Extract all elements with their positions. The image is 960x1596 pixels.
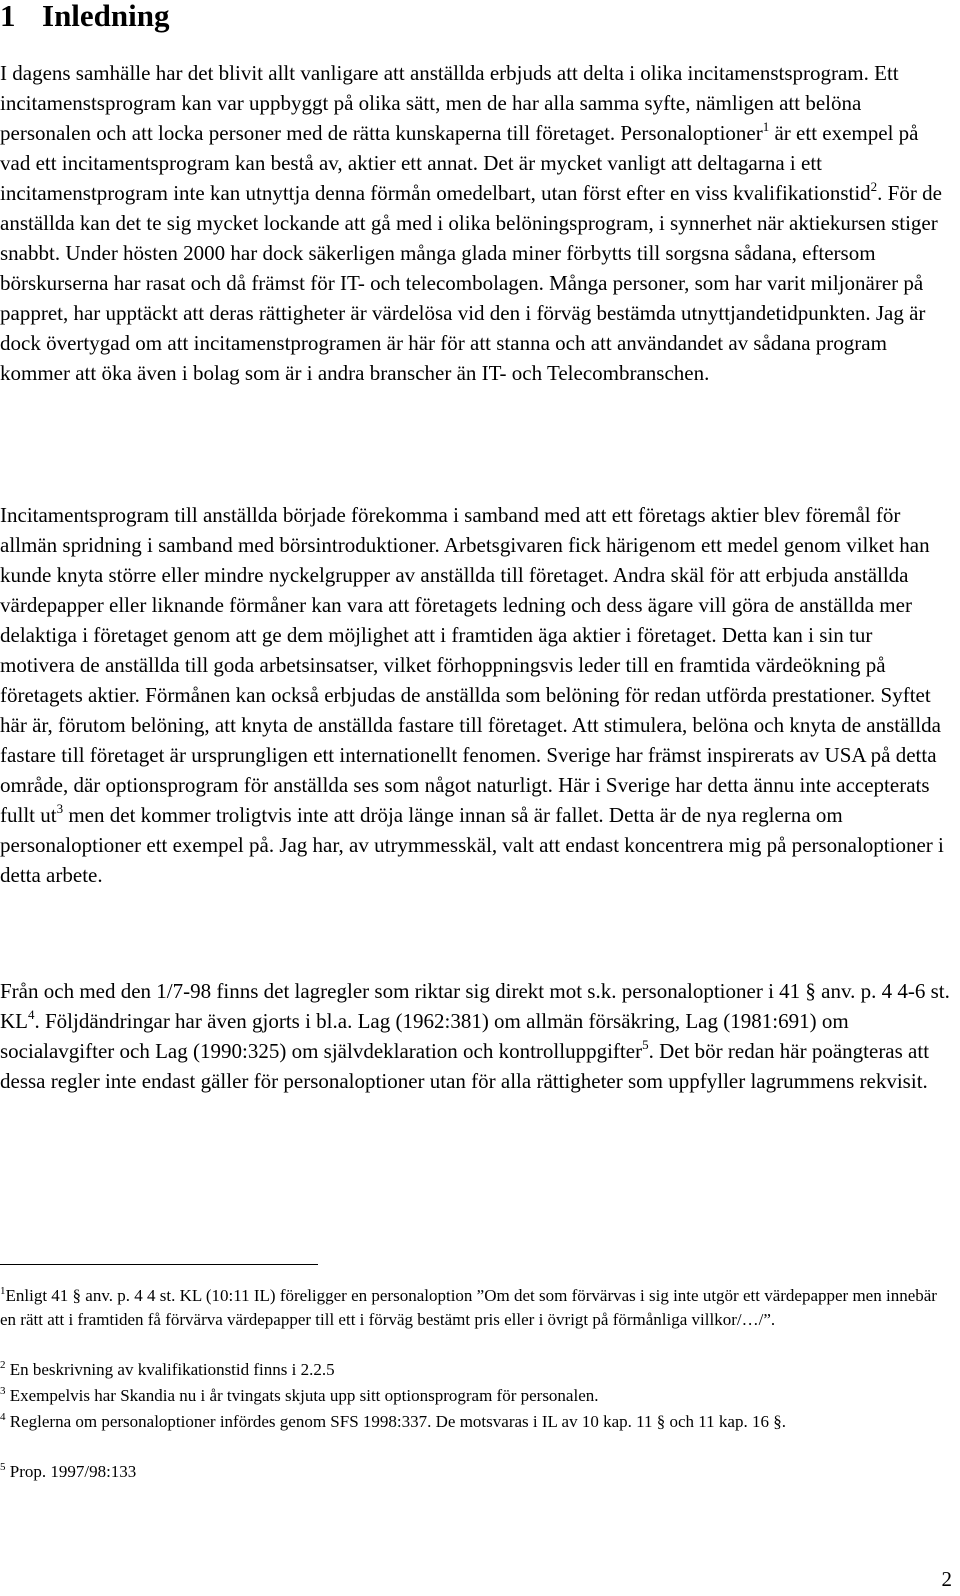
paragraph-text: Från och med den 1/7-98 finns det lagregler som riktar sig direkt mot s.k. personaloptioner i 41 § anv. p. 4 4-6 st. KL xyxy=(0,979,950,1033)
footnote-3 xyxy=(0,1384,952,1408)
footnote-number: 1 xyxy=(0,1285,6,1297)
footnote-ref-1[interactable]: 1 xyxy=(762,119,770,134)
footnote-ref-3[interactable]: 3 xyxy=(56,801,64,816)
footnote-2 xyxy=(0,1358,952,1382)
footnote-ref-2[interactable]: 2 xyxy=(870,179,878,194)
section-heading xyxy=(0,0,170,34)
paragraph-text: är ett exempel på vad ett incitamentsprogram kan bestå av, aktier ett annat. Det är mycket vanligt att deltagarna i ett incitamenstprogram inte kan utnyttja denna förmån omedelbart, utan först efter en viss kvalifikationstid xyxy=(0,121,919,205)
paragraph-1 xyxy=(0,58,950,388)
footnote-1 xyxy=(0,1284,952,1332)
section-title: Inledning xyxy=(42,0,170,33)
paragraph-2 xyxy=(0,500,950,890)
paragraph-text: Incitamentsprogram till anställda började förekomma i samband med att ett företags aktier blev föremål för allmän spridning i samband med börsintroduktioner. Arbetsgivaren fick härigenom ett medel genom vilket han kunde knyta större eller mindre nyckelgrupper av anställda till företaget. Andra skäl för att erbjuda anställda värdepapper eller liknande förmåner kan vara att företagets ledning och dess ägare vill göra de anställda mer delaktiga i företaget genom att ge dem möjlighet att i framtiden äga aktier i företaget. Detta kan i sin tur motivera de anställda till goda arbetsinsatser, vilket förhoppningsvis leder till en framtida värdeökning på företagets aktier. Förmånen kan också erbjudas de anställda som belöning för redan utförda prestationer. Syftet här är, förutom belöning, att knyta de anställda fastare till företaget. Att stimulera, belöna och knyta de anställda fastare till företaget är ursprungligen ett internationellt fenomen. Sverige har främst inspirerats av USA på detta område, där optionsprogram för anställda ses som något naturligt. Här i Sverige har detta ännu inte accepterats fullt ut xyxy=(0,503,941,827)
paragraph-text: . Följdändringar har även gjorts i bl.a. Lag (1962:381) om allmän försäkring, Lag (1981:691) om socialavgifter och Lag (1990:325) om självdeklaration och kontrolluppgifter xyxy=(0,1009,849,1063)
paragraph-text: I dagens samhälle har det blivit allt vanligare att anställda erbjuds att delta i olika incitamenstsprogram. Ett incitamenstsprogram kan var uppbyggt på olika sätt, men de har alla samma syfte, nämligen att belöna personalen och att locka personer med de rätta kunskaperna till företaget. Personaloptioner xyxy=(0,61,899,145)
footnote-number: 3 xyxy=(0,1385,6,1397)
footnote-5 xyxy=(0,1460,952,1484)
page-number: 2 xyxy=(941,1567,952,1591)
paragraph-text: . Det bör redan här poängteras att dessa regler inte endast gäller för personaloptioner utan för alla rättigheter som uppfyller lagrummens rekvisit. xyxy=(0,1039,930,1093)
footnote-text: En beskrivning av kvalifikationstid finns i 2.2.5 xyxy=(5,1360,335,1379)
footnote-text: Enligt 41 § anv. p. 4 4 st. KL (10:11 IL) föreligger en personaloption ”Om det som förvärvas i sig inte utgör ett värdepapper men innebär en rätt att i framtiden få förvärva värdepapper till ett i förväg bestämt pris eller i övrigt på förmånliga villkor/…/”. xyxy=(0,1286,937,1329)
footnote-number: 5 xyxy=(0,1461,6,1473)
paragraph-text: men det kommer troligtvis inte att dröja länge innan så är fallet. Detta är de nya reglerna om personaloptioner ett exempel på. Jag har, av utrymmesskäl, valt att endast koncentrera mig på personaloptioner i detta arbete. xyxy=(0,803,944,887)
footnote-text: Reglerna om personaloptioner infördes genom SFS 1998:337. De motsvaras i IL av 10 kap. 11 § och 11 kap. 16 §. xyxy=(5,1412,786,1431)
footnote-number: 4 xyxy=(0,1411,6,1423)
footnote-text: Prop. 1997/98:133 xyxy=(5,1462,137,1481)
footnote-ref-4[interactable]: 4 xyxy=(28,1007,35,1022)
paragraph-3 xyxy=(0,976,950,1096)
paragraph-text: . För de anställda kan det te sig mycket lockande att gå med i olika belöningsprogram, i synnerhet när aktiekursen stiger snabbt. Under hösten 2000 har dock säkerligen många glada miner förbytts till sorgsna sådana, eftersom börskurserna har rasat och då främst för IT- och telecombolagen. Många personer, som har varit miljonärer på pappret, har upptäckt att deras rättigheter är värdelösa vid den i förväg bestämda utnyttjandetidpunkten. Jag är dock övertygad om att incitamenstprogramen är här för att stanna och att användandet av sådana program kommer att öka även i bolag som är i andra branscher än IT- och Telecombranschen. xyxy=(0,181,942,385)
footnote-separator xyxy=(0,1264,318,1265)
footnote-text: Exempelvis har Skandia nu i år tvingats skjuta upp sitt optionsprogram för personalen. xyxy=(5,1386,599,1405)
footnote-4 xyxy=(0,1410,952,1434)
footnote-number: 2 xyxy=(0,1359,6,1371)
section-number: 1 xyxy=(0,0,16,33)
footnote-ref-5[interactable]: 5 xyxy=(642,1037,649,1052)
